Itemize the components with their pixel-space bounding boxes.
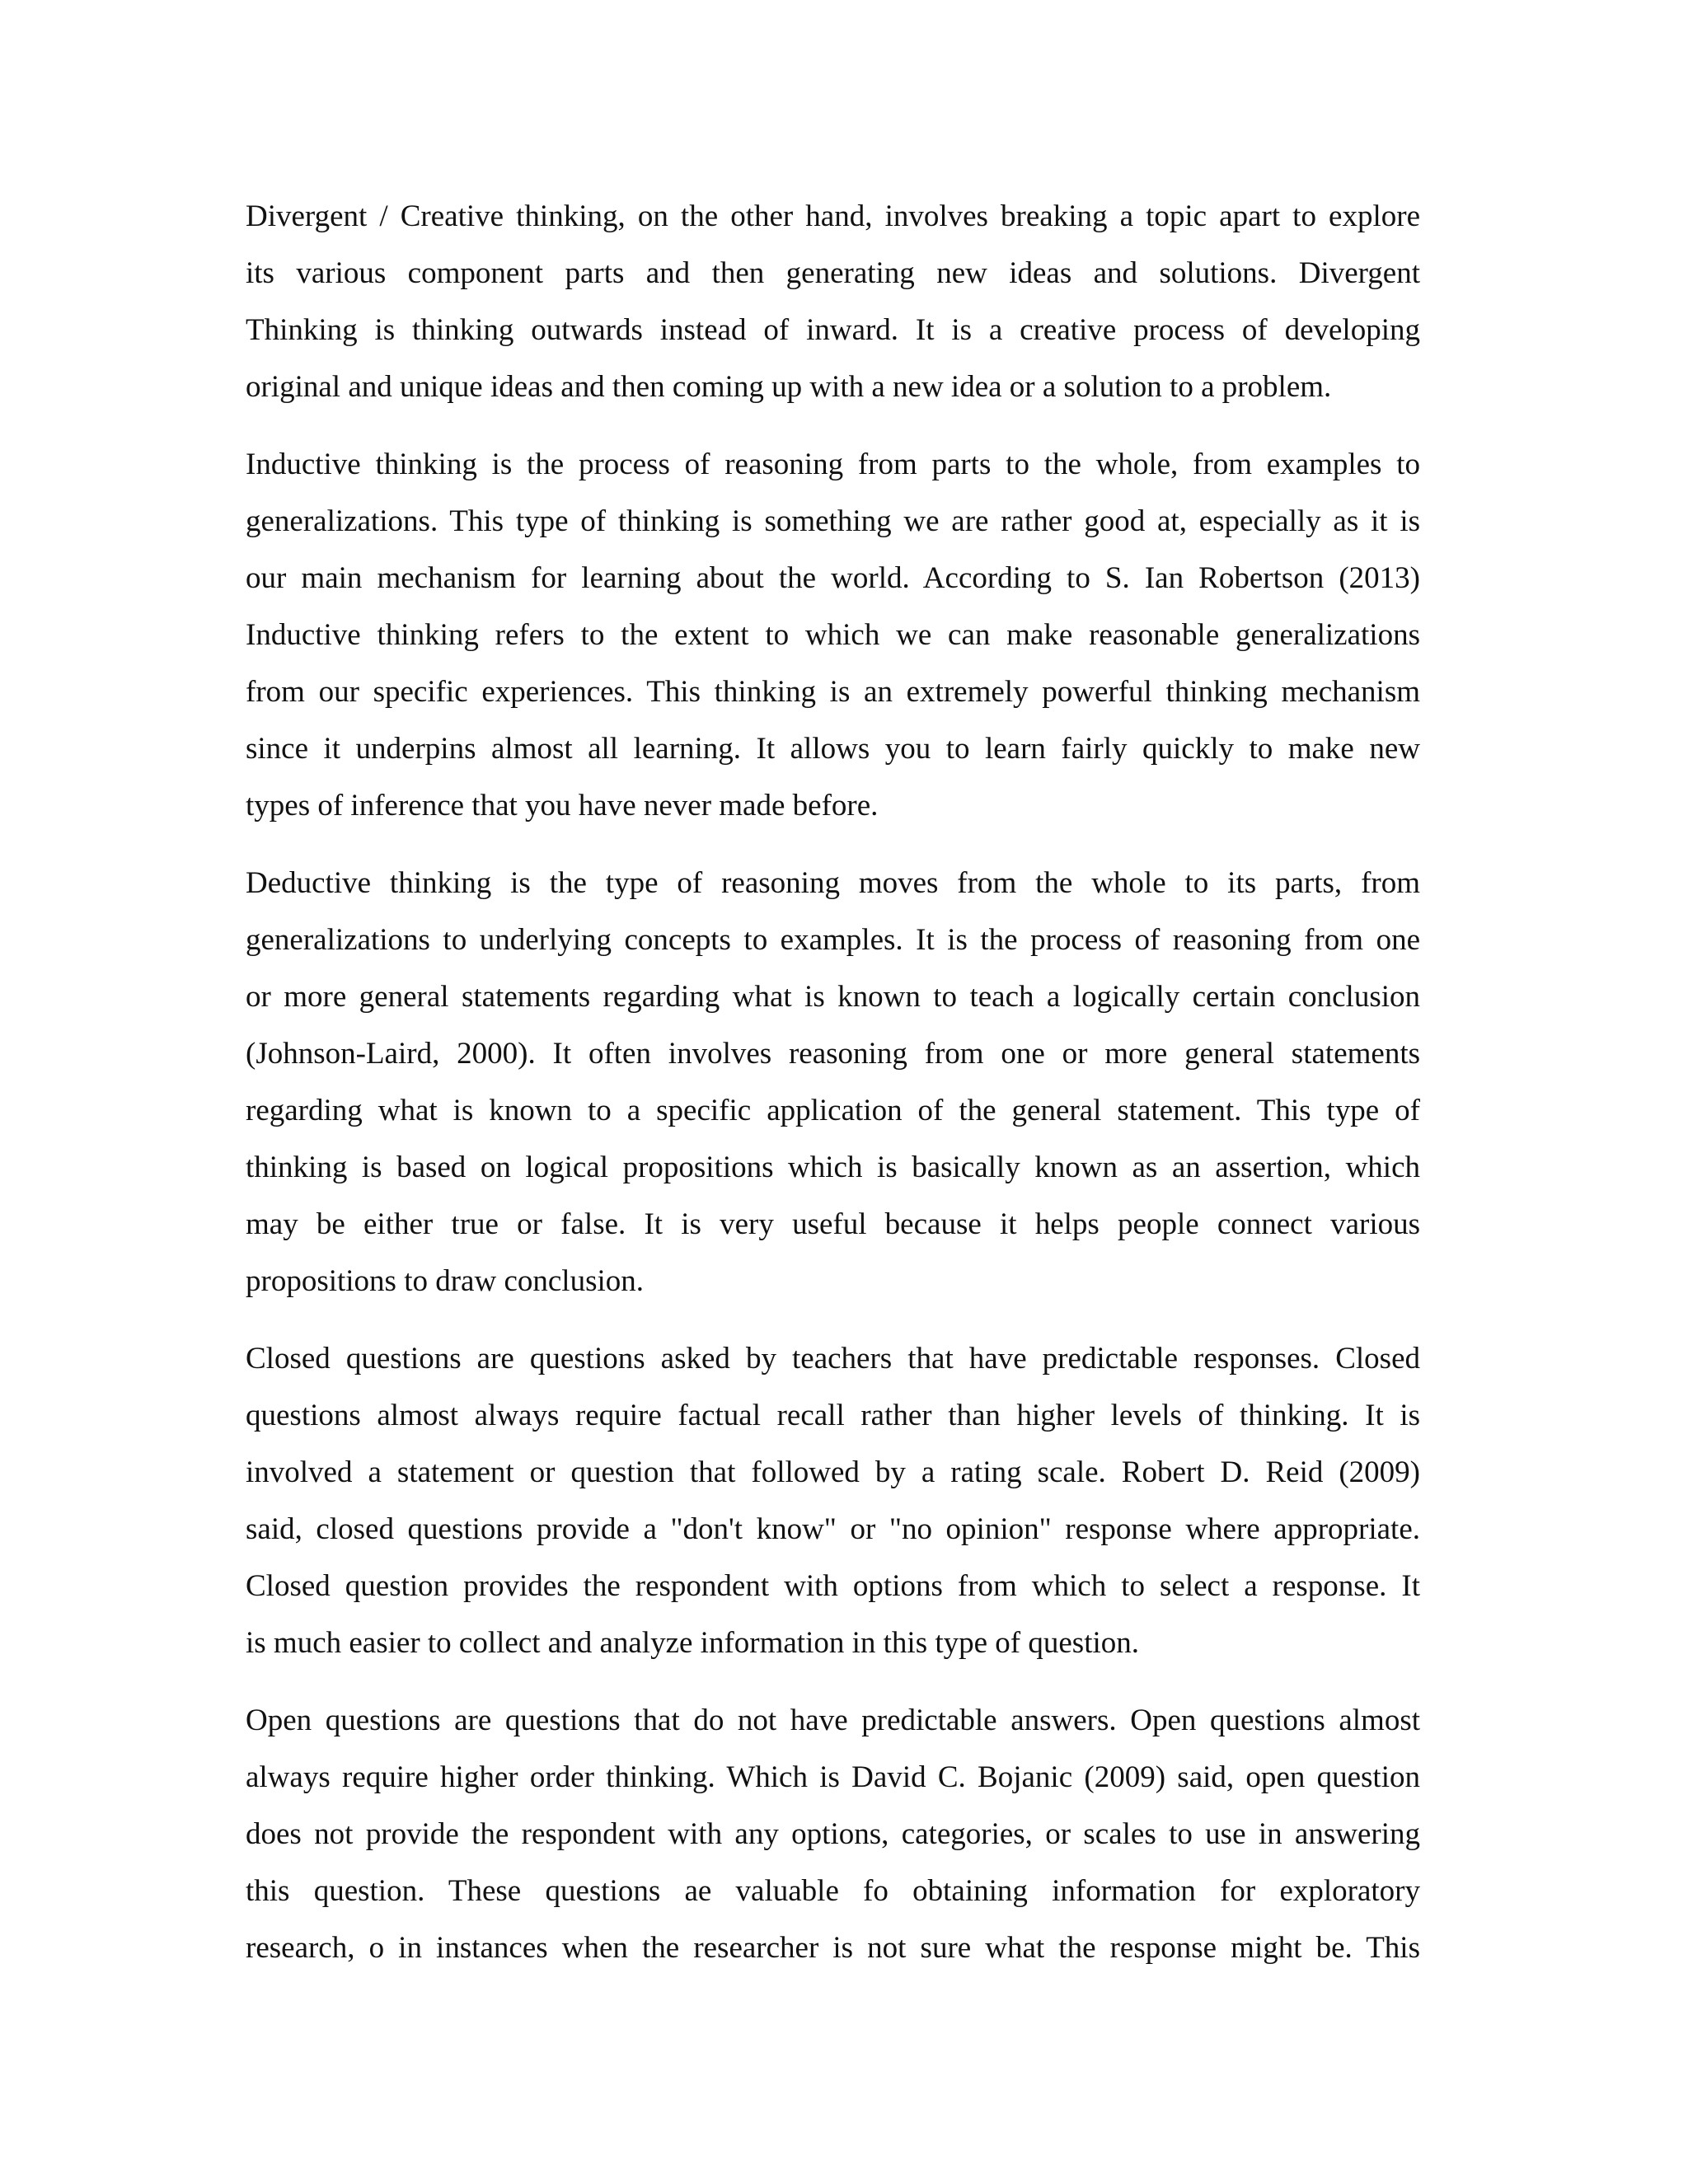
- paragraph-divergent-thinking: [246, 188, 1420, 415]
- text-line: types of inference that you have never made before.: [246, 789, 879, 823]
- paragraph-inductive-thinking: [246, 436, 1420, 834]
- paragraph-open-questions: [246, 1692, 1420, 1976]
- text-line: may be either true or false. It is very useful because it helps people connect various: [246, 1207, 1420, 1241]
- text-line: Open questions are questions that do not have predictable answers. Open questions almost: [246, 1704, 1420, 1737]
- text-line: or more general statements regarding what is known to teach a logically certain conclusion: [246, 980, 1420, 1014]
- text-line: always require higher order thinking. Which is David C. Bojanic (2009) said, open question: [246, 1760, 1420, 1794]
- text-line: from our specific experiences. This thinking is an extremely powerful thinking mechanism: [246, 675, 1420, 709]
- text-line: Divergent / Creative thinking, on the other hand, involves breaking a topic apart to explore: [246, 199, 1420, 233]
- text-line: regarding what is known to a specific application of the general statement. This type of: [246, 1094, 1420, 1127]
- paragraph-closed-questions: [246, 1330, 1420, 1671]
- text-line: our main mechanism for learning about the world. According to S. Ian Robertson (2013): [246, 561, 1420, 595]
- body-text: [246, 188, 1420, 1997]
- text-line: Deductive thinking is the type of reasoning moves from the whole to its parts, from: [246, 866, 1420, 900]
- text-line: is much easier to collect and analyze information in this type of question.: [246, 1626, 1140, 1660]
- text-line: Inductive thinking refers to the extent to which we can make reasonable generalizations: [246, 618, 1420, 652]
- text-line: Closed question provides the respondent with options from which to select a response. It: [246, 1569, 1420, 1603]
- text-line: propositions to draw conclusion.: [246, 1264, 645, 1298]
- text-line: original and unique ideas and then coming up with a new idea or a solution to a problem.: [246, 370, 1332, 404]
- text-line: its various component parts and then generating new ideas and solutions. Divergent: [246, 256, 1420, 290]
- text-line: this question. These questions ae valuable fo obtaining information for exploratory: [246, 1874, 1420, 1908]
- text-line: research, o in instances when the researcher is not sure what the response might be. This: [246, 1931, 1420, 1965]
- text-line: (Johnson-Laird, 2000). It often involves reasoning from one or more general statements: [246, 1037, 1420, 1071]
- text-line: does not provide the respondent with any options, categories, or scales to use in answering: [246, 1817, 1420, 1851]
- text-line: involved a statement or question that followed by a rating scale. Robert D. Reid (2009): [246, 1455, 1420, 1489]
- text-line: said, closed questions provide a "don't know" or "no opinion" response where appropriate.: [246, 1512, 1420, 1546]
- text-line: Thinking is thinking outwards instead of inward. It is a creative process of developing: [246, 313, 1420, 347]
- text-line: generalizations. This type of thinking is something we are rather good at, especially as it is: [246, 504, 1420, 538]
- text-line: since it underpins almost all learning. It allows you to learn fairly quickly to make new: [246, 732, 1420, 766]
- text-line: Inductive thinking is the process of reasoning from parts to the whole, from examples to: [246, 448, 1420, 481]
- text-line: thinking is based on logical propositions which is basically known as an assertion, which: [246, 1151, 1420, 1184]
- text-line: questions almost always require factual recall rather than higher levels of thinking. It is: [246, 1399, 1420, 1432]
- text-line: generalizations to underlying concepts to examples. It is the process of reasoning from one: [246, 923, 1420, 957]
- text-line: Closed questions are questions asked by teachers that have predictable responses. Closed: [246, 1342, 1420, 1376]
- paragraph-deductive-thinking: [246, 855, 1420, 1310]
